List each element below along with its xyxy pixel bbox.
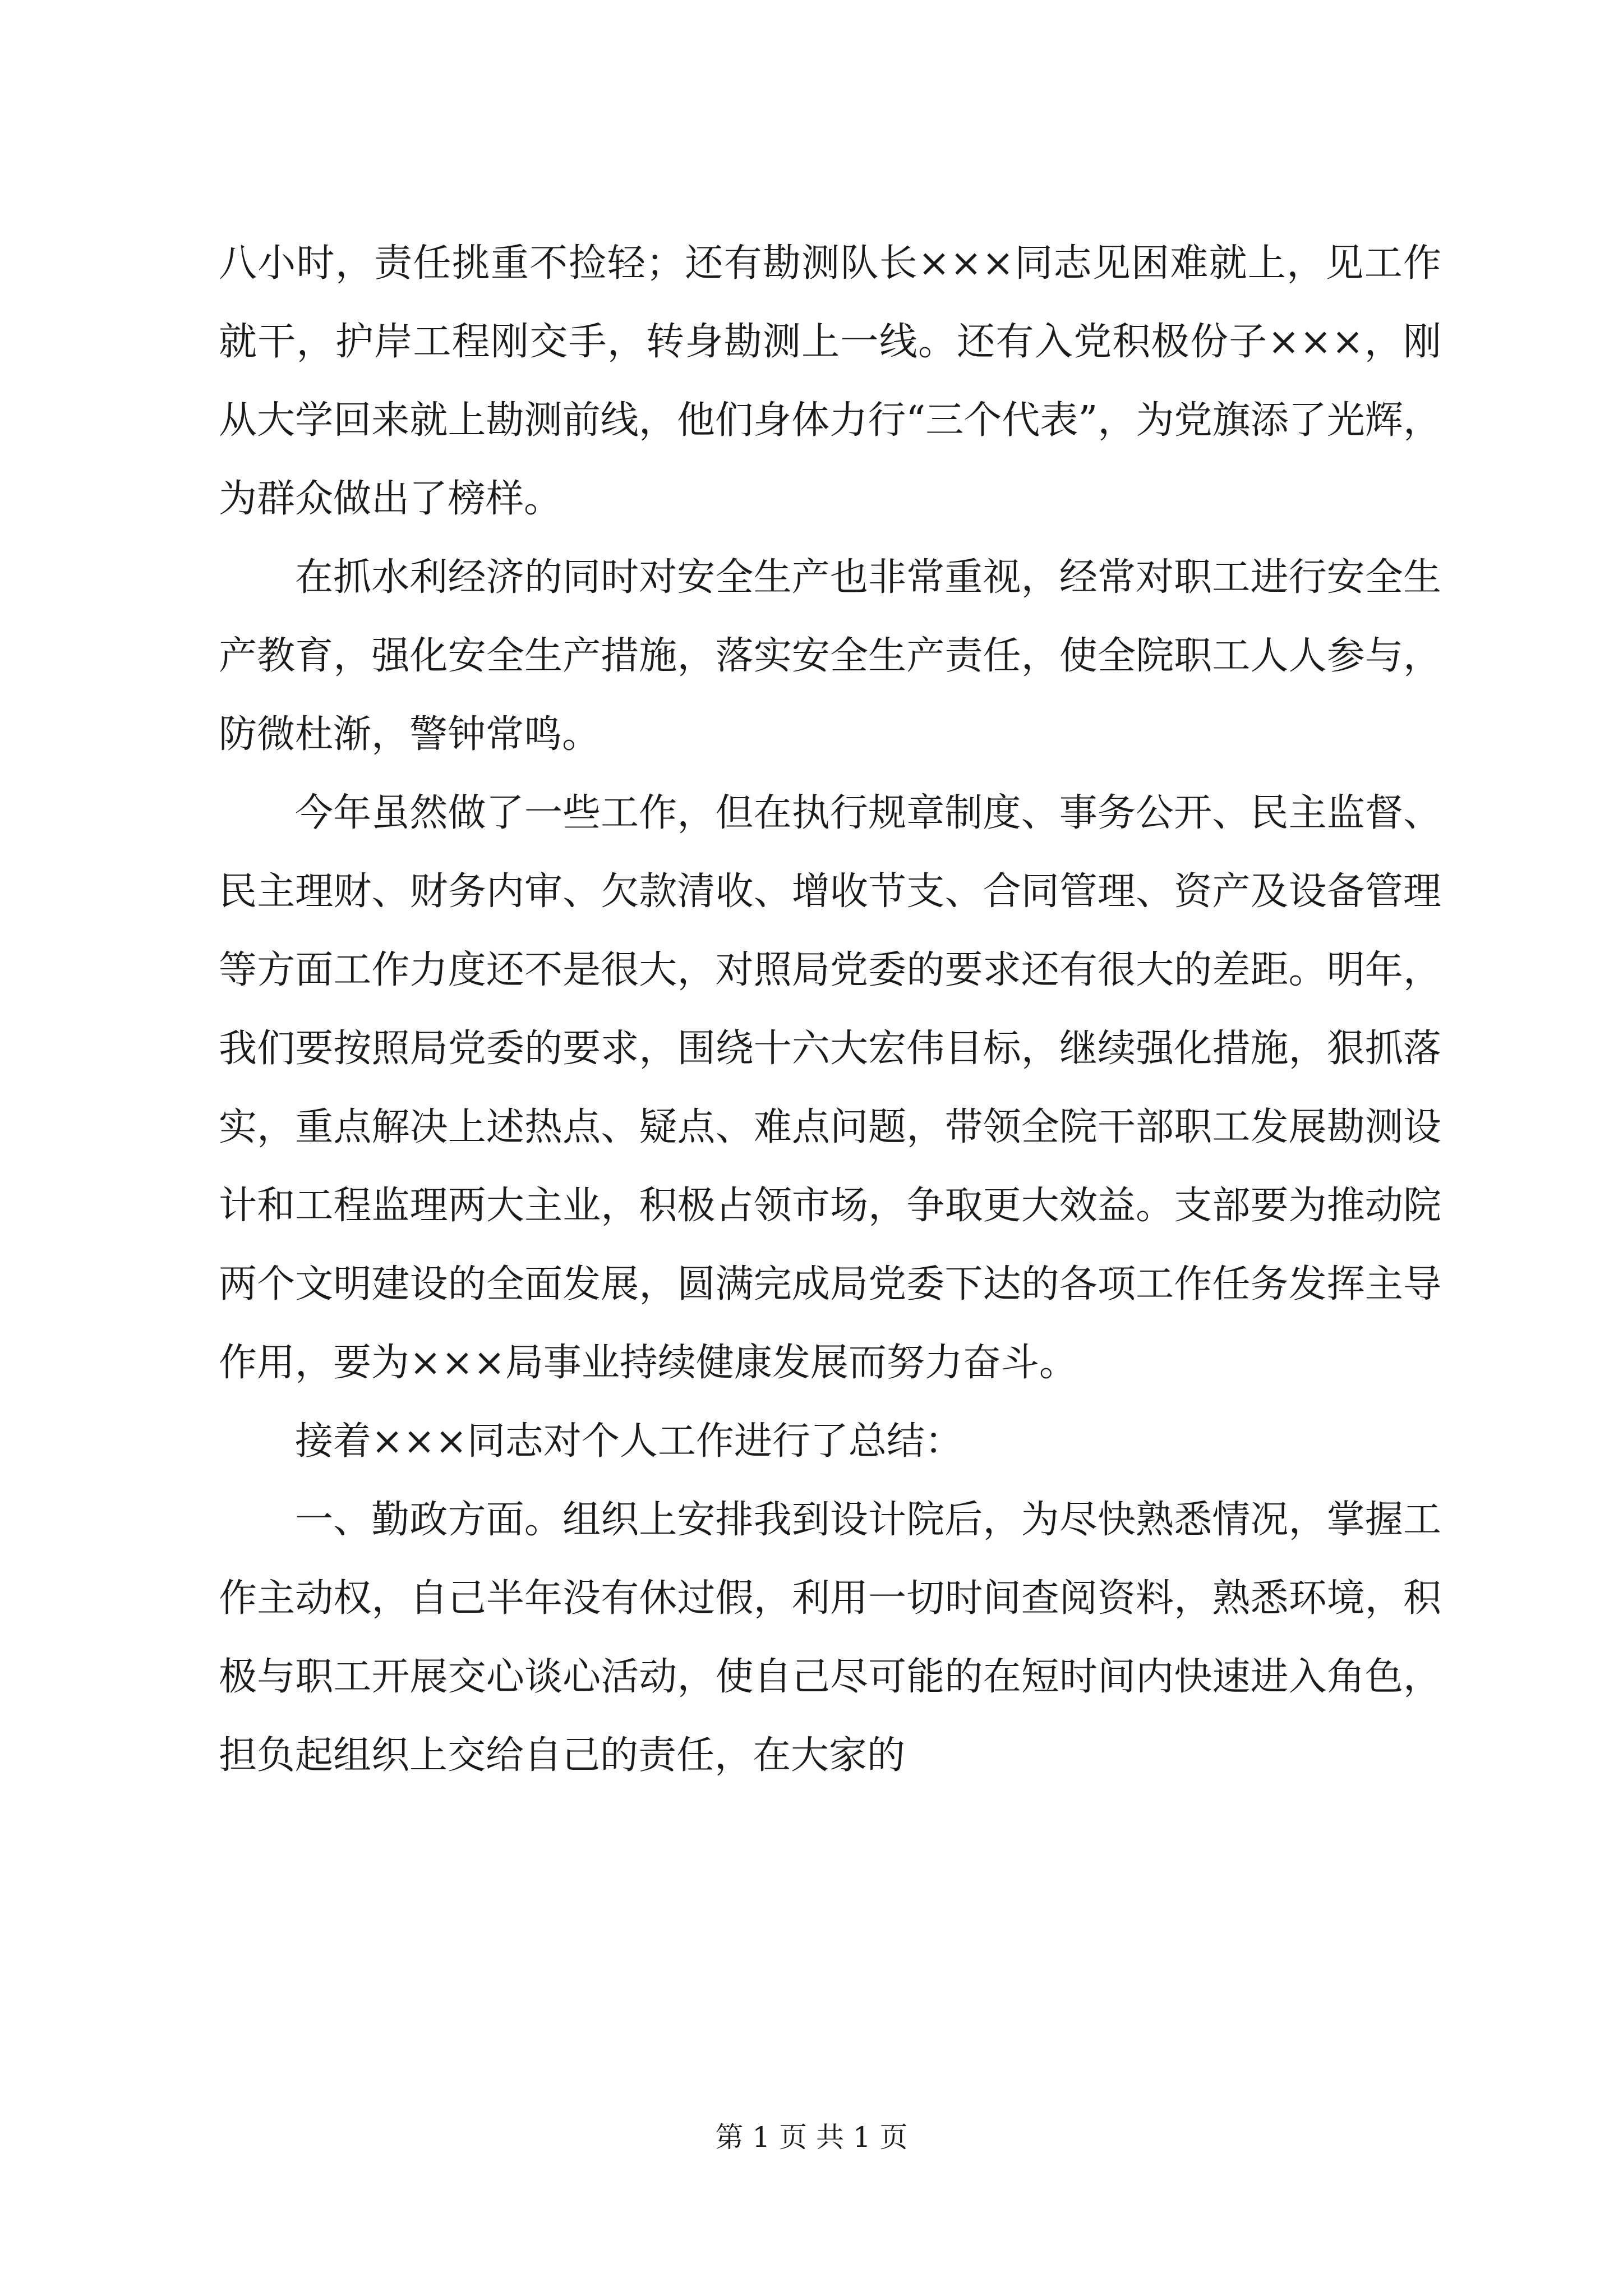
paragraph-3: 今年虽然做了一些工作，但在执行规章制度、事务公开、民主监督、民主理财、财务内审、欠款清收、增收节支、合同管理、资产及设备管理等方面工作力度还不是很大，对照局党委的要求还有很大的差距。明年，我们要按照局党委的要求，围绕十六大宏伟目标，继续强化措施，狠抓落实，重点解决上述热点、疑点、难点问题，带领全院干部职工发展勘测设计和工程监理两大主业，积极占领市场，争取更大效益。支部要为推动院两个文明建设的全面发展，圆满完成局党委下达的各项工作任务发挥主导作用，要为×××局事业持续健康发展而努力奋斗。 xyxy=(219,791,1441,1385)
document-body xyxy=(219,224,1441,1795)
page-footer: 第 1 页 共 1 页 xyxy=(715,2121,908,2154)
paragraph-1: 八小时，责任挑重不捡轻；还有勘测队长×××同志见困难就上，见工作就干，护岸工程刚交手，转身勘测上一线。还有入党积极份子×××，刚从大学回来就上勘测前线，他们身体力行“三个代表”，为党旗添了光辉，为群众做出了榜样。 xyxy=(219,241,1441,521)
paragraph-2: 在抓水利经济的同时对安全生产也非常重视，经常对职工进行安全生产教育，强化安全生产措施，落实安全生产责任，使全院职工人人参与，防微杜渐，警钟常鸣。 xyxy=(219,555,1441,757)
paragraph-5: 一、勤政方面。组织上安排我到设计院后，为尽快熟悉情况，掌握工作主动权，自己半年没有休过假，利用一切时间查阅资料，熟悉环境，积极与职工开展交心谈心活动，使自己尽可能的在短时间内快速进入角色，担负起组织上交给自己的责任，在大家的 xyxy=(219,1498,1441,1778)
paragraph-4: 接着×××同志对个人工作进行了总结： xyxy=(295,1419,963,1464)
